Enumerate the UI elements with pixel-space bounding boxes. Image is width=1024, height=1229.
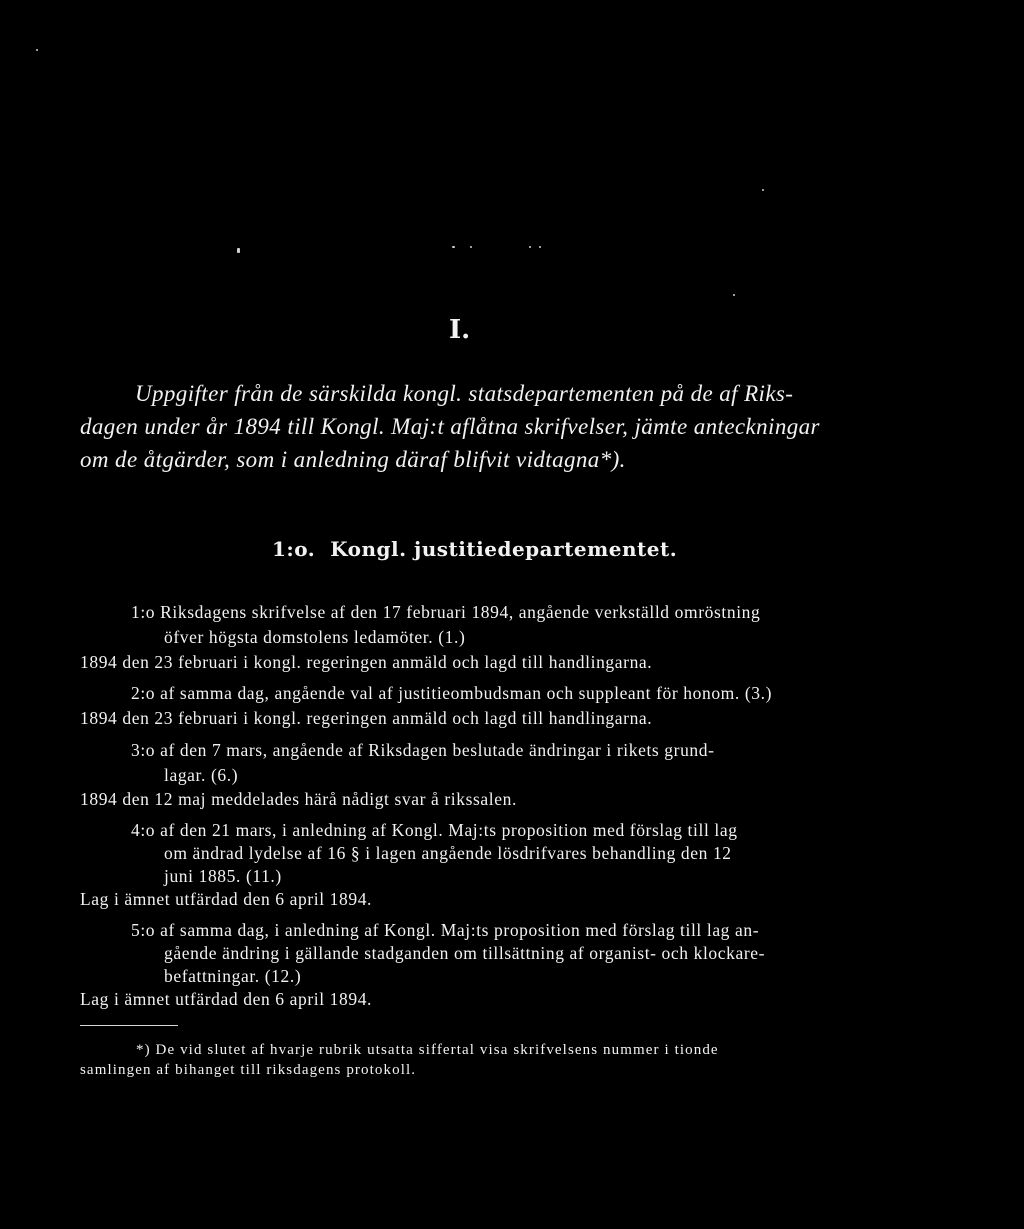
intro-line: Uppgifter från de särskilda kongl. statsdepartementen på de af Riks- <box>135 381 794 406</box>
entry-line: öfver högsta domstolens ledamöter. (1.) <box>164 627 466 647</box>
entry-line: 3:o af den 7 mars, angående af Riksdagen beslutade ändringar i rikets grund- <box>131 740 715 760</box>
footnote-divider <box>80 1025 178 1026</box>
scan-speck <box>237 248 240 253</box>
entry-line: 4:o af den 21 mars, i anledning af Kongl. Maj:ts proposition med förslag till lag <box>131 820 738 840</box>
entry-line: 1:o Riksdagens skrifvelse af den 17 februari 1894, angående verkställd omröstning <box>131 602 761 622</box>
department-name: Kongl. justitiedepartementet. <box>330 537 678 561</box>
entry-action: 1894 den 12 maj meddelades härå nådigt svar å rikssalen. <box>80 789 517 809</box>
scan-speck <box>762 189 764 191</box>
entry-action: Lag i ämnet utfärdad den 6 april 1894. <box>80 989 373 1009</box>
scan-speck <box>452 246 455 248</box>
scan-speck <box>470 246 472 248</box>
entry-line: juni 1885. (11.) <box>164 866 282 886</box>
entry-line: 5:o af samma dag, i anledning af Kongl. Maj:ts proposition med förslag till lag an- <box>131 920 760 940</box>
entry-line: om ändrad lydelse af 16 § i lagen angående lösdrifvares behandling den 12 <box>164 843 732 863</box>
entry-action: Lag i ämnet utfärdad den 6 april 1894. <box>80 889 373 909</box>
entry-action: 1894 den 23 februari i kongl. regeringen anmäld och lagd till handlingarna. <box>80 708 653 728</box>
entry-line: 2:o af samma dag, angående val af justitieombudsman och suppleant för honom. (3.) <box>131 683 773 703</box>
entry-line: lagar. (6.) <box>164 765 239 785</box>
department-heading <box>272 537 677 561</box>
section-intro <box>80 377 840 476</box>
department-number: 1:o. <box>272 537 316 561</box>
intro-line: dagen under år 1894 till Kongl. Maj:t aflåtna skrifvelser, jämte anteckningar <box>80 414 820 439</box>
footnote-line: samlingen af bihanget till riksdagens protokoll. <box>80 1062 417 1078</box>
scan-speck <box>539 246 541 248</box>
entry-action: 1894 den 23 februari i kongl. regeringen anmäld och lagd till handlingarna. <box>80 652 653 672</box>
entry-line: befattningar. (12.) <box>164 966 302 986</box>
entry-line: gående ändring i gällande stadganden om tillsättning af organist- och klockare- <box>164 943 766 963</box>
scan-speck <box>733 294 735 296</box>
scan-speck <box>529 246 531 248</box>
footnote-line: *) De vid slutet af hvarje rubrik utsatta siffertal visa skrifvelsens nummer i tionde <box>136 1042 719 1058</box>
scan-speck <box>36 49 38 51</box>
intro-line: om de åtgärder, som i anledning däraf blifvit vidtagna*). <box>80 447 626 472</box>
section-number: I. <box>449 315 471 345</box>
footnote <box>80 1040 850 1080</box>
